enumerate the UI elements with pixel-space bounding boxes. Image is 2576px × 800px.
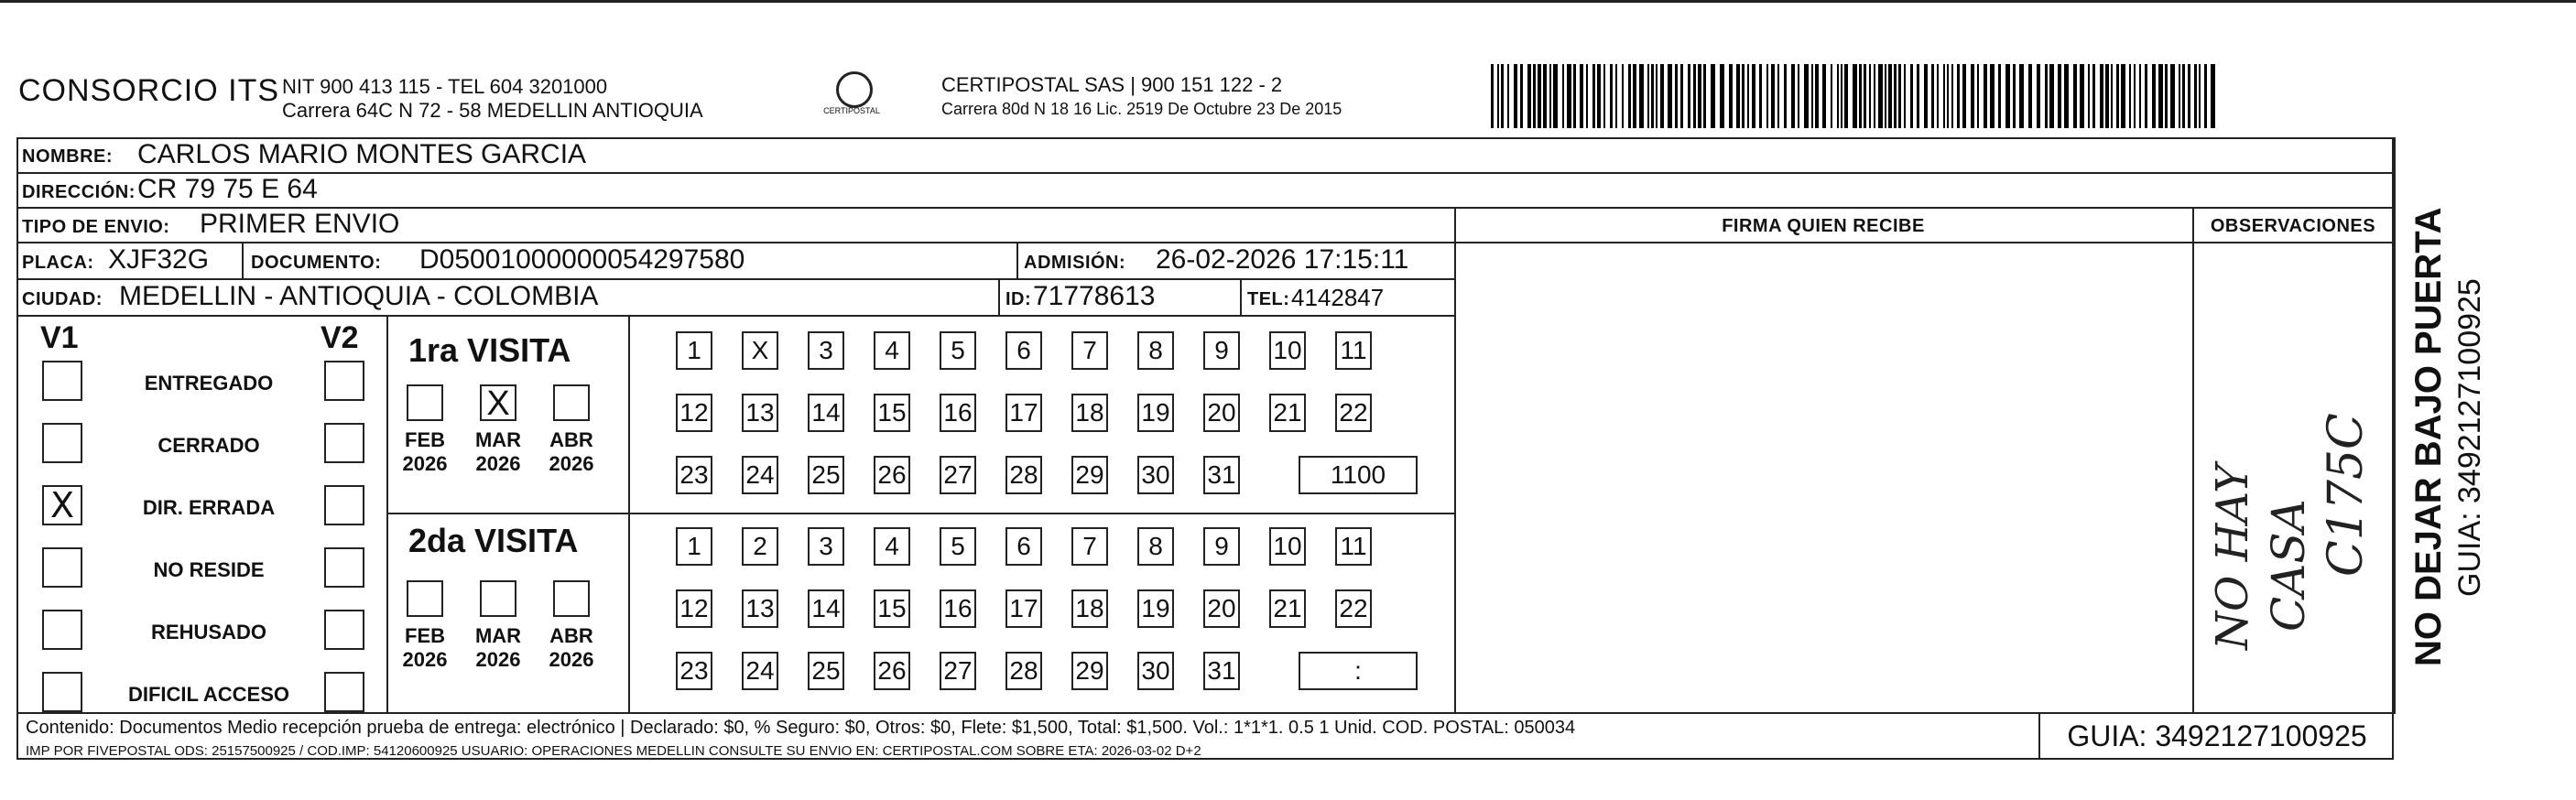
barcode-bar: [1698, 64, 1701, 128]
month-checkbox[interactable]: [553, 384, 590, 421]
barcode-bar: [1947, 64, 1949, 128]
day-box[interactable]: 13: [742, 589, 778, 628]
barcode-bar: [1924, 64, 1928, 128]
month-name: ABR: [549, 428, 593, 451]
day-box[interactable]: 17: [1005, 589, 1042, 628]
side-guia: GUIA: 3492127100925: [2452, 278, 2487, 597]
barcode-bar: [1998, 64, 2001, 128]
tipo-value: PRIMER ENVIO: [200, 209, 400, 239]
month-label: [397, 624, 452, 672]
day-box[interactable]: 28: [1005, 652, 1042, 690]
day-box[interactable]: 26: [874, 456, 910, 494]
day-box[interactable]: 19: [1137, 394, 1174, 432]
day-box[interactable]: 24: [742, 652, 778, 690]
barcode-bar: [2211, 64, 2215, 128]
cert-line-2: Carrera 80d N 18 16 Lic. 2519 De Octubre 23 De 2015: [941, 100, 1342, 118]
barcode-bar: [2028, 64, 2032, 128]
day-box[interactable]: 9: [1203, 527, 1240, 566]
barcode-bar: [1990, 64, 1994, 128]
barcode-bar: [1888, 64, 1892, 128]
day-box[interactable]: 10: [1269, 527, 1306, 566]
barcode-bar: [1514, 64, 1517, 128]
month-name: MAR: [474, 428, 522, 451]
day-box[interactable]: 26: [874, 652, 910, 690]
barcode-bar: [1917, 64, 1919, 128]
status-label: ENTREGADO: [144, 372, 274, 395]
barcode-bar: [1910, 64, 1913, 128]
month-year: 2026: [549, 648, 594, 671]
status-label: NO RESIDE: [153, 558, 265, 581]
day-box[interactable]: 14: [808, 589, 844, 628]
barcode-bar: [1822, 64, 1826, 128]
barcode-bar: [1622, 64, 1624, 128]
v1-checkbox[interactable]: [42, 423, 82, 463]
barcode-bar: [1878, 64, 1883, 128]
obs-column-divider: [2192, 209, 2194, 714]
barcode-bar: [1660, 64, 1664, 128]
v2-checkbox[interactable]: [324, 610, 364, 650]
barcode-bar: [1533, 64, 1536, 128]
month-name: ABR: [549, 624, 593, 647]
day-box[interactable]: 24: [742, 456, 778, 494]
barcode-bar: [1711, 64, 1715, 128]
barcode-bar: [1957, 64, 1960, 128]
nombre-value: CARLOS MARIO MONTES GARCIA: [137, 139, 587, 169]
day-box[interactable]: 17: [1005, 394, 1042, 432]
barcode-bar: [2005, 64, 2010, 128]
day-box[interactable]: 30: [1137, 652, 1174, 690]
barcode: [1491, 64, 2218, 128]
v1-checkbox[interactable]: [42, 610, 82, 650]
barcode-bar: [1720, 64, 1724, 128]
certipostal-logo: [820, 71, 884, 119]
barcode-bar: [1904, 64, 1906, 128]
status-label: REHUSADO: [151, 621, 266, 643]
company-name: CONSORCIO ITS: [18, 73, 280, 108]
month-year: 2026: [402, 648, 448, 671]
firma-header: FIRMA QUIEN RECIBE: [1454, 209, 2192, 243]
day-box[interactable]: 31: [1203, 456, 1240, 494]
v2-checkbox[interactable]: [324, 423, 364, 463]
barcode-bar: [1628, 64, 1631, 128]
barcode-bar: [1615, 64, 1617, 128]
barcode-bar: [2019, 64, 2024, 128]
day-box[interactable]: 29: [1071, 652, 1108, 690]
obs-handwriting-2: CASA: [2262, 499, 2315, 632]
day-box[interactable]: 7: [1071, 527, 1108, 566]
row-direccion: [16, 174, 2394, 209]
barcode-bar: [1951, 64, 1953, 128]
v2-checkbox[interactable]: [324, 547, 364, 588]
day-box[interactable]: 23: [676, 456, 712, 494]
barcode-bar: [2064, 64, 2069, 128]
day-box[interactable]: 1: [676, 527, 712, 566]
visit1-title: 1ra VISITA: [408, 331, 571, 369]
month-name: FEB: [405, 428, 445, 451]
month-checkbox[interactable]: [553, 580, 590, 617]
barcode-bar: [1864, 64, 1866, 128]
month-year: 2026: [402, 452, 448, 475]
barcode-bar: [1747, 64, 1749, 128]
day-box[interactable]: 2: [742, 527, 778, 566]
barcode-bar: [1586, 64, 1588, 128]
barcode-bar: [1742, 64, 1745, 128]
barcode-bar: [1520, 64, 1523, 128]
barcode-bar: [1543, 64, 1547, 128]
day-box[interactable]: 4: [874, 331, 910, 370]
day-box[interactable]: X: [742, 331, 778, 370]
barcode-bar: [1984, 64, 1987, 128]
barcode-bar: [2145, 64, 2147, 128]
day-box[interactable]: 16: [940, 394, 976, 432]
day-box[interactable]: 22: [1335, 394, 1372, 432]
footer-content-line: Contenido: Documentos Medio recepción prueba de entrega: electrónico | Declarado: $0, % Seguro: $0, Otros: $0, Flete: $1,500, Total: $1,500. Vol.: 1*1*1. 0.5 1 Unid. COD. POSTAL: 050034: [26, 718, 1576, 738]
barcode-bar: [1497, 64, 1499, 128]
barcode-bar: [1853, 64, 1857, 128]
placa-divider: [242, 243, 244, 278]
visit2-title: 2da VISITA: [408, 522, 579, 559]
day-box[interactable]: 18: [1071, 394, 1108, 432]
barcode-bar: [1837, 64, 1839, 128]
barcode-bar: [1549, 64, 1551, 128]
time-box[interactable]: 1100: [1299, 456, 1418, 494]
barcode-bar: [2179, 64, 2180, 128]
logo-ring-icon: [836, 71, 873, 108]
footer-print-line: IMP POR FIVEPOSTAL ODS: 25157500925 / COD.IMP: 54120600925 USUARIO: OPERACIONES MEDELLIN CONSULTE SU ENVIO EN: CERTIPOSTAL.COM SOBRE ETA: 2026-03-02 D+2: [26, 743, 1201, 759]
barcode-bar: [2182, 64, 2185, 128]
barcode-bar: [2073, 64, 2077, 128]
barcode-bar: [2194, 64, 2197, 128]
day-box[interactable]: 6: [1005, 527, 1042, 566]
day-box[interactable]: 12: [676, 394, 712, 432]
barcode-bar: [1841, 64, 1842, 128]
barcode-bar: [2013, 64, 2016, 128]
month-checkbox[interactable]: [407, 384, 443, 421]
barcode-bar: [1501, 64, 1504, 128]
address-line: Carrera 64C N 72 - 58 MEDELLIN ANTIOQUIA: [282, 99, 703, 122]
barcode-bar: [1811, 64, 1813, 128]
footer-divider: [16, 712, 2394, 714]
day-box[interactable]: 5: [940, 527, 976, 566]
placa-label: PLACA:: [22, 253, 94, 273]
barcode-bar: [1971, 64, 1974, 128]
barcode-bar: [2134, 64, 2136, 128]
ciudad-label: CIUDAD:: [22, 289, 103, 309]
tel-divider: [1240, 280, 1242, 315]
barcode-bar: [1656, 64, 1658, 128]
day-box[interactable]: 9: [1203, 331, 1240, 370]
day-box[interactable]: 21: [1269, 394, 1306, 432]
barcode-bar: [2170, 64, 2175, 128]
barcode-bar: [1668, 64, 1672, 128]
barcode-bar: [1859, 64, 1862, 128]
barcode-bar: [1675, 64, 1678, 128]
right-border: [2394, 137, 2396, 714]
barcode-bar: [2037, 64, 2040, 128]
day-box[interactable]: 3: [808, 527, 844, 566]
barcode-bar: [1527, 64, 1531, 128]
obs-handwriting-3: C175C: [2319, 413, 2374, 577]
certipostal-info: [941, 73, 1342, 121]
barcode-bar: [2129, 64, 2131, 128]
month-label: [544, 428, 599, 476]
month-label: [397, 428, 452, 476]
time-box[interactable]: :: [1299, 652, 1418, 690]
scan-top-edge: [0, 0, 2576, 12]
v2-checkbox[interactable]: [324, 672, 364, 712]
barcode-bar: [1752, 64, 1755, 128]
status-label: DIFICIL ACCESO: [127, 683, 289, 706]
day-box[interactable]: 28: [1005, 456, 1042, 494]
day-box[interactable]: 15: [874, 394, 910, 432]
barcode-bar: [1962, 64, 1966, 128]
v2-header: V2: [321, 320, 359, 355]
barcode-bar: [1688, 64, 1690, 128]
barcode-bar: [1580, 64, 1583, 128]
id-divider: [998, 280, 1000, 315]
day-box[interactable]: 16: [940, 589, 976, 628]
visit-divider-mid: [386, 513, 1454, 514]
month-checkbox[interactable]: [407, 580, 443, 617]
admision-value: 26-02-2026 17:15:11: [1156, 244, 1409, 275]
day-box[interactable]: 6: [1005, 331, 1042, 370]
placa-value: XJF32G: [108, 244, 210, 275]
day-box[interactable]: 25: [808, 456, 844, 494]
day-box[interactable]: 31: [1203, 652, 1240, 690]
day-box[interactable]: 20: [1203, 589, 1240, 628]
logo-text: CERTIPOSTAL: [823, 106, 880, 115]
barcode-bar: [1651, 64, 1654, 128]
day-box[interactable]: 7: [1071, 331, 1108, 370]
id-label: ID:: [1005, 289, 1032, 309]
barcode-bar: [2111, 64, 2113, 128]
barcode-bar: [2049, 64, 2054, 128]
tipo-label: TIPO DE ENVIO:: [22, 217, 170, 237]
footer-guia-divider: [2038, 712, 2040, 760]
day-box[interactable]: 27: [940, 652, 976, 690]
barcode-bar: [1573, 64, 1576, 128]
barcode-bar: [1885, 64, 1886, 128]
barcode-bar: [1791, 64, 1795, 128]
month-label: [471, 624, 526, 672]
month-label: [471, 428, 526, 476]
day-box[interactable]: 14: [808, 394, 844, 432]
month-name: FEB: [405, 624, 445, 647]
day-box[interactable]: 12: [676, 589, 712, 628]
day-box[interactable]: 11: [1335, 331, 1372, 370]
side-warning: NO DEJAR BAJO PUERTA: [2408, 207, 2449, 666]
row-nombre: [16, 137, 2394, 174]
v1-checkbox[interactable]: [42, 547, 82, 588]
barcode-bar: [1869, 64, 1871, 128]
firma-column-divider: [1454, 209, 1456, 714]
visit-divider-left: [386, 317, 388, 714]
month-year: 2026: [475, 452, 521, 475]
barcode-bar: [1771, 64, 1775, 128]
barcode-bar: [2158, 64, 2163, 128]
v2-checkbox[interactable]: [324, 485, 364, 525]
v1-checkbox[interactable]: [42, 672, 82, 712]
day-box[interactable]: 21: [1269, 589, 1306, 628]
observaciones-header: OBSERVACIONES: [2192, 209, 2394, 243]
day-box[interactable]: 15: [874, 589, 910, 628]
direccion-label: DIRECCIÓN:: [22, 182, 136, 202]
day-box[interactable]: 1: [676, 331, 712, 370]
barcode-bar: [1937, 64, 1939, 128]
barcode-bar: [2058, 64, 2061, 128]
barcode-bar: [1567, 64, 1571, 128]
barcode-bar: [2139, 64, 2141, 128]
visit-divider-months: [628, 317, 630, 714]
tel-label: TEL:: [1247, 289, 1290, 309]
month-label: [544, 624, 599, 672]
month-year: 2026: [549, 452, 594, 475]
barcode-bar: [2199, 64, 2201, 128]
barcode-bar: [1703, 64, 1706, 128]
barcode-bar: [2116, 64, 2119, 128]
barcode-bar: [1784, 64, 1787, 128]
day-box[interactable]: 5: [940, 331, 976, 370]
barcode-bar: [1693, 64, 1696, 128]
day-box[interactable]: 19: [1137, 589, 1174, 628]
barcode-bar: [1777, 64, 1779, 128]
day-box[interactable]: 30: [1137, 456, 1174, 494]
barcode-bar: [1943, 64, 1945, 128]
tel-value: 4142847: [1291, 284, 1385, 311]
barcode-bar: [1507, 64, 1509, 128]
row-tipo: [16, 209, 1454, 243]
observations-area: [2198, 247, 2390, 714]
barcode-bar: [1680, 64, 1683, 128]
month-year: 2026: [475, 648, 521, 671]
documento-label: DOCUMENTO:: [251, 253, 382, 273]
id-value: 71778613: [1033, 281, 1156, 311]
ciudad-value: MEDELLIN - ANTIOQUIA - COLOMBIA: [119, 281, 599, 311]
barcode-bar: [1639, 64, 1644, 128]
barcode-bar: [1736, 64, 1740, 128]
barcode-bar: [2165, 64, 2168, 128]
day-box[interactable]: 13: [742, 394, 778, 432]
row-ciudad: [16, 280, 1454, 317]
barcode-bar: [1553, 64, 1558, 128]
barcode-bar: [1729, 64, 1733, 128]
nit-line: NIT 900 413 115 - TEL 604 3201000: [282, 75, 608, 98]
barcode-bar: [2188, 64, 2190, 128]
barcode-bar: [1759, 64, 1762, 128]
barcode-bar: [1831, 64, 1832, 128]
day-box[interactable]: 8: [1137, 527, 1174, 566]
barcode-bar: [1874, 64, 1875, 128]
day-box[interactable]: 20: [1203, 394, 1240, 432]
barcode-bar: [1898, 64, 1901, 128]
barcode-bar: [1562, 64, 1564, 128]
admision-label: ADMISIÓN:: [1024, 253, 1126, 273]
month-checkbox[interactable]: [480, 580, 516, 617]
cert-line-1: CERTIPOSTAL SAS | 900 151 122 - 2: [941, 73, 1283, 96]
barcode-bar: [1815, 64, 1819, 128]
barcode-bar: [1977, 64, 1979, 128]
day-box[interactable]: 23: [676, 652, 712, 690]
barcode-bar: [2100, 64, 2103, 128]
status-label: DIR. ERRADA: [142, 496, 276, 519]
day-box[interactable]: 22: [1335, 589, 1372, 628]
obs-handwriting-1: NO HAY: [2207, 464, 2258, 650]
day-box[interactable]: 3: [808, 331, 844, 370]
barcode-bar: [2105, 64, 2109, 128]
barcode-bar: [2121, 64, 2125, 128]
v2-checkbox[interactable]: [324, 361, 364, 401]
barcode-bar: [1538, 64, 1541, 128]
barcode-bar: [2204, 64, 2207, 128]
day-box[interactable]: 11: [1335, 527, 1372, 566]
nombre-label: NOMBRE:: [22, 146, 114, 167]
month-name: MAR: [474, 624, 522, 647]
barcode-bar: [2088, 64, 2090, 128]
status-label: CERRADO: [158, 434, 260, 457]
footer-guia: GUIA: 3492127100925: [2067, 719, 2367, 752]
v1-header: V1: [40, 320, 79, 355]
day-box[interactable]: 10: [1269, 331, 1306, 370]
barcode-bar: [2152, 64, 2156, 128]
barcode-bar: [2045, 64, 2048, 128]
v1-checkbox[interactable]: X: [42, 485, 82, 525]
barcode-bar: [1798, 64, 1799, 128]
admision-divider: [1016, 243, 1018, 278]
day-box[interactable]: 25: [808, 652, 844, 690]
barcode-bar: [1931, 64, 1934, 128]
barcode-bar: [1766, 64, 1768, 128]
day-box[interactable]: 29: [1071, 456, 1108, 494]
barcode-bar: [1610, 64, 1613, 128]
day-box[interactable]: 8: [1137, 331, 1174, 370]
company-contact: [282, 75, 703, 123]
month-checkbox[interactable]: X: [480, 384, 516, 421]
barcode-bar: [2092, 64, 2095, 128]
barcode-bar: [1603, 64, 1605, 128]
day-box[interactable]: 27: [940, 456, 976, 494]
barcode-bar: [1491, 64, 1494, 128]
barcode-bar: [1647, 64, 1649, 128]
day-box[interactable]: 18: [1071, 589, 1108, 628]
barcode-bar: [1597, 64, 1601, 128]
barcode-bar: [1894, 64, 1897, 128]
day-box[interactable]: 4: [874, 527, 910, 566]
barcode-bar: [2080, 64, 2084, 128]
direccion-value: CR 79 75 E 64: [137, 174, 318, 204]
barcode-bar: [1592, 64, 1595, 128]
barcode-bar: [1844, 64, 1848, 128]
barcode-bar: [1804, 64, 1809, 128]
row-placa: [16, 243, 1454, 280]
barcode-bar: [1633, 64, 1636, 128]
v1-checkbox[interactable]: [42, 361, 82, 401]
documento-value: D05001000000054297580: [419, 244, 745, 275]
